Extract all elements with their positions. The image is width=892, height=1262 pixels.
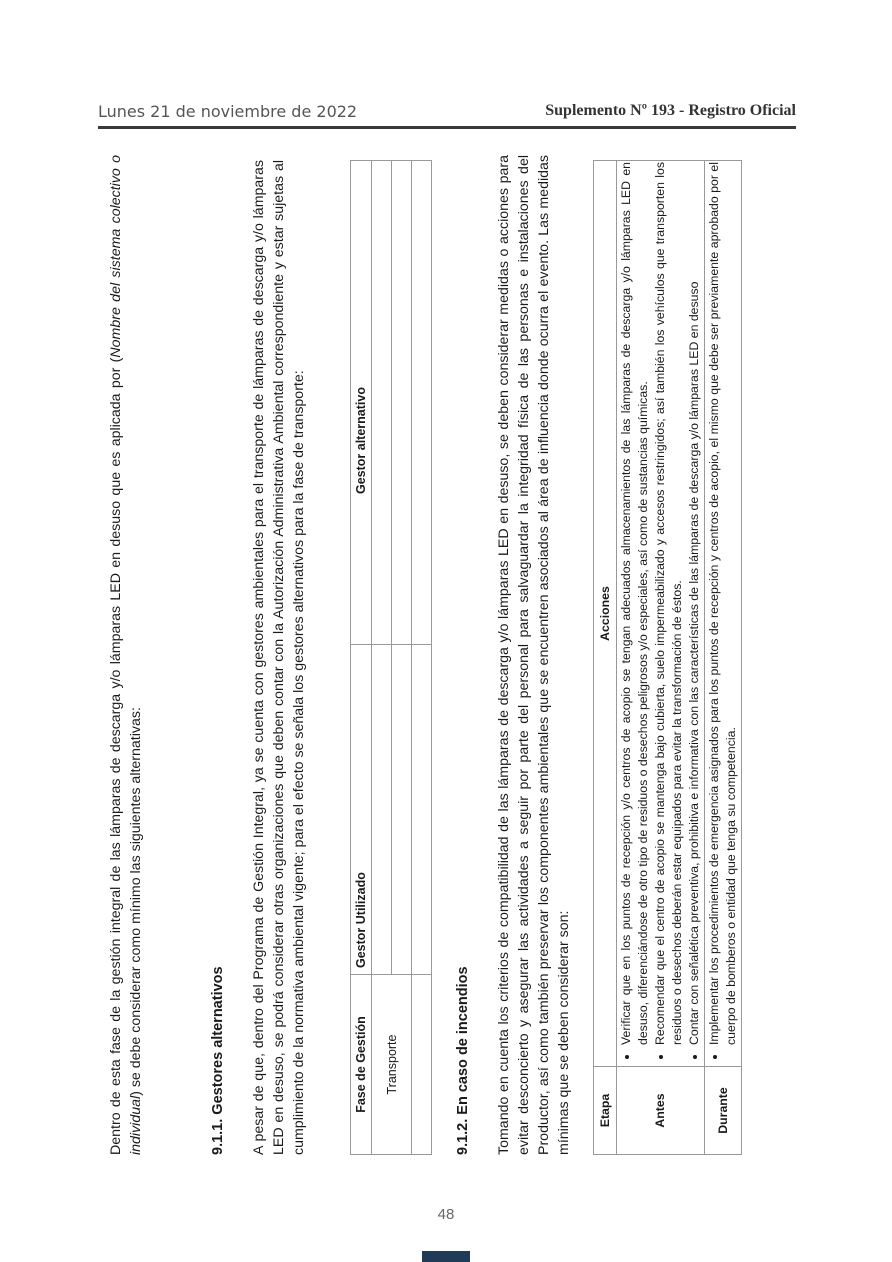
table-header-row bbox=[594, 161, 617, 1155]
table-row bbox=[705, 161, 742, 1155]
paragraph-caso-incendios: Tomando en cuenta los criterios de compatibilidad de las lámparas de descarga y/o lámparas LED en desuso, se deben considerar medidas o acciones para evitar desconcierto y asegurar las actividades a seguir por parte del personal para salvaguardar la integridad física de las personas e instalaciones del Productor, así como también preservar los componentes ambientales que se encuentren asociados al área de influencia donde ocurra el evento. Las medidas mínimas que se deben considerar son: bbox=[496, 155, 572, 1155]
table-row bbox=[617, 161, 705, 1155]
acciones-antes-cell bbox=[617, 161, 705, 1067]
table-header-row bbox=[351, 161, 372, 1155]
table-cell bbox=[392, 161, 412, 645]
table-row bbox=[412, 161, 432, 1155]
cell-transporte: Transporte bbox=[372, 975, 412, 1155]
header-date: Lunes 21 de noviembre de 2022 bbox=[98, 102, 358, 121]
paragraph-gestores-alternativos: A pesar de que, dentro del Programa de Gestión Integral, ya se cuenta con gestores ambientales para el transporte de lámparas de descarga y/o lámparas LED en desuso, se podrá considerar otras organizaciones que deben contar con la Autorización Administrativa Ambiental correspondiente y estar sujetas al cumplimiento de la normativa ambiental vigente; para el efecto se señala los gestores alternativos para la fase de transporte: bbox=[251, 160, 307, 1155]
intro-text-after: ) se debe considerar como mínimo las siguientes alternativas: bbox=[128, 707, 144, 1096]
table-cell bbox=[412, 645, 432, 975]
list-item: • Contar con señalética preventiva, prohibitiva e informativa con las características de las lámparas de descarga y/o lámparas LED en desuso bbox=[686, 162, 703, 1045]
header-publication: Suplemento Nº 193 - Registro Oficial bbox=[545, 102, 796, 119]
list-item: • Implementar los procedimientos de emergencia asignados para los puntos de recepción y centros de acopio, el mismo que debe ser previamente aprobado por el cuerpo de bomberos o entidad que tenga su competencia. bbox=[706, 162, 740, 1045]
heading-gestores-alternativos: 9.1.1. Gestores alternativos bbox=[210, 966, 226, 1155]
table-cell bbox=[412, 975, 432, 1155]
table-cell bbox=[412, 161, 432, 645]
page-number: 48 bbox=[437, 1206, 455, 1223]
intro-paragraph bbox=[106, 155, 146, 1155]
table-cell bbox=[372, 161, 392, 645]
etapa-antes: Antes bbox=[617, 1067, 705, 1155]
etapa-durante: Durante bbox=[705, 1067, 742, 1155]
header-gestor-alternativo: Gestor alternativo bbox=[351, 161, 372, 645]
table-gestores bbox=[350, 160, 432, 1155]
table-cell bbox=[372, 645, 392, 975]
acciones-durante-cell bbox=[705, 161, 742, 1067]
list-item: • Recomendar que el centro de acopio se mantenga bajo cubierta, suelo impermeabilizado y accesos restringidos; así también los vehículos que transporten los residuos o desechos deberán estar equipados para evitar la transformación de éstos. bbox=[652, 162, 686, 1045]
intro-text-before: Dentro de esta fase de la gestión integral de las lámparas de descarga y/o lámparas LED en desuso que es aplicada por ( bbox=[108, 357, 124, 1155]
acciones-durante-list bbox=[706, 162, 740, 1065]
header-etapa: Etapa bbox=[594, 1067, 617, 1155]
header-divider bbox=[98, 126, 796, 129]
header-fase-gestion: Fase de Gestión bbox=[351, 975, 372, 1155]
footer-bar bbox=[422, 1251, 470, 1262]
intro-italic-text: Nombre del sistema colectivo o individual bbox=[108, 155, 144, 1155]
table-cell bbox=[392, 645, 412, 975]
header-acciones: Acciones bbox=[594, 161, 617, 1067]
acciones-antes-list bbox=[618, 162, 703, 1065]
table-acciones bbox=[593, 160, 742, 1155]
list-item: • Verificar que en los puntos de recepción y/o centros de acopio se tengan adecuados almacenamientos de las lámparas de descarga y/o lámparas LED en desuso, diferenciándose de otro tipo de residuos o desechos peligrosos y/o especiales, así como de sustancias químicas. bbox=[618, 162, 652, 1045]
heading-caso-incendios: 9.1.2. En caso de incendios bbox=[455, 966, 471, 1155]
header-gestor-utilizado: Gestor Utilizado bbox=[351, 645, 372, 975]
rotated-page-content bbox=[100, 155, 790, 1155]
table-row bbox=[372, 161, 392, 1155]
